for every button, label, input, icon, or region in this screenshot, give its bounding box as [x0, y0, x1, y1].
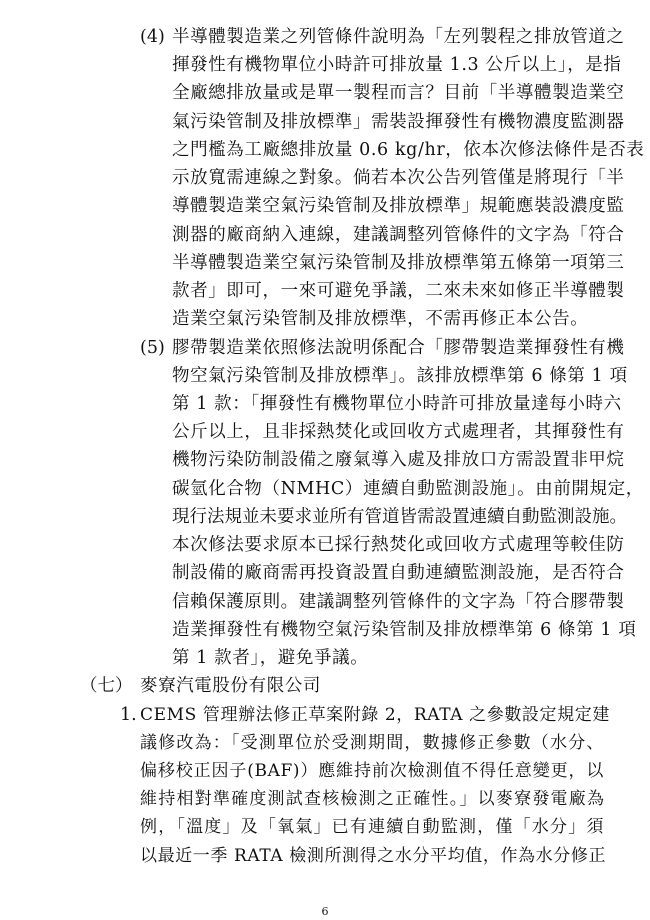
subitem-1-line: 偏移校正因子(BAF)）應維持前次檢測值不得任意變更，以	[140, 761, 604, 782]
item-5-line: 第 1 款：「揮發性有機物單位小時許可排放量達每小時六	[172, 394, 622, 414]
item-5-line: 造業揮發性有機物空氣污染管制及排放標準第 6 條第 1 項	[172, 619, 637, 640]
item-4-line: 示放寬需連線之對象。倘若本次公告列管僅是將現行「半	[172, 168, 625, 189]
subitem-1-line: 議修改為：「受測單位於受測期間，數據修正參數（水分、	[140, 732, 604, 753]
item-4-line: 導體製造業空氣污染管制及排放標準」規範應裝設濃度監	[172, 196, 625, 217]
item-5-line: 機物污染防制設備之廢氣導入處及排放口方需設置非甲烷	[172, 450, 625, 471]
item-5-line: 公斤以上，且非採熱焚化或回收方式處理者，其揮發性有	[172, 422, 625, 443]
item-4-line: 測器的廠商納入連線，建議調整列管條件的文字為「符合	[172, 224, 625, 245]
item-5-line: 物空氣污染管制及排放標準」。該排放標準第 6 條第 1 項	[172, 365, 628, 386]
subitem-1-line: CEMS 管理辦法修正草案附錄 2，RATA 之參數設定規定建	[140, 704, 610, 725]
item-4-line: 氣污染管制及排放標準」需裝設揮發性有機物濃度監測器	[172, 111, 625, 132]
page-number: 6	[321, 905, 329, 918]
item-4-line: 款者」即可，一來可避免爭議，二來未來如修正半導體製	[172, 281, 625, 302]
item-5-line: 第 1 款者」，避免爭議。	[172, 648, 369, 669]
item-5-marker: (5)	[140, 337, 165, 358]
item-4-line: 造業空氣污染管制及排放標準，不需再修正本公告。	[172, 309, 589, 330]
item-4-line: 之門檻為工廠總排放量 0.6 kg/hr，依本次修法條件是否表	[172, 139, 645, 160]
item-4-line: 半導體製造業之列管條件說明為「左列製程之排放管道之	[172, 27, 625, 47]
section-marker: （七）	[80, 676, 133, 697]
item-5-line: 膠帶製造業依照修法說明係配合「膠帶製造業揮發性有機	[172, 337, 625, 358]
item-5-line: 信賴保護原則。建議調整列管條件的文字為「符合膠帶製	[172, 591, 625, 612]
subitem-1-line: 例，「溫度」及「氧氣」已有連續自動監測，僅「水分」須	[140, 817, 604, 838]
subitem-1-line: 以最近一季 RATA 檢測所測得之水分平均值，作為水分修正	[140, 845, 607, 866]
item-5-line: 本次修法要求原本已採行熱焚化或回收方式處理等較佳防	[172, 535, 625, 556]
subitem-1-marker: 1.	[120, 704, 137, 725]
item-4-line: 半導體製造業空氣污染管制及排放標準第五條第一項第三	[172, 252, 625, 273]
item-4-marker: (4)	[140, 27, 165, 47]
subitem-1-line: 維持相對準確度測試查核檢測之正確性。」以麥寮發電廠為	[140, 789, 604, 810]
item-5-line: 現行法規並未要求並所有管道皆需設置連續自動監測設施。	[172, 506, 627, 527]
item-4-line: 揮發性有機物單位小時許可排放量 1.3 公斤以上」，是指	[172, 55, 622, 76]
item-4-line: 全廠總排放量或是單一製程而言？目前「半導體製造業空	[172, 83, 625, 104]
item-5-line: 碳氫化合物（NMHC）連續自動監測設施」。由前開規定，	[172, 478, 644, 499]
section-title: 麥寮汽電股份有限公司	[140, 676, 321, 697]
item-5-line: 制設備的廠商需再投資設置自動連續監測設施，是否符合	[172, 563, 625, 584]
